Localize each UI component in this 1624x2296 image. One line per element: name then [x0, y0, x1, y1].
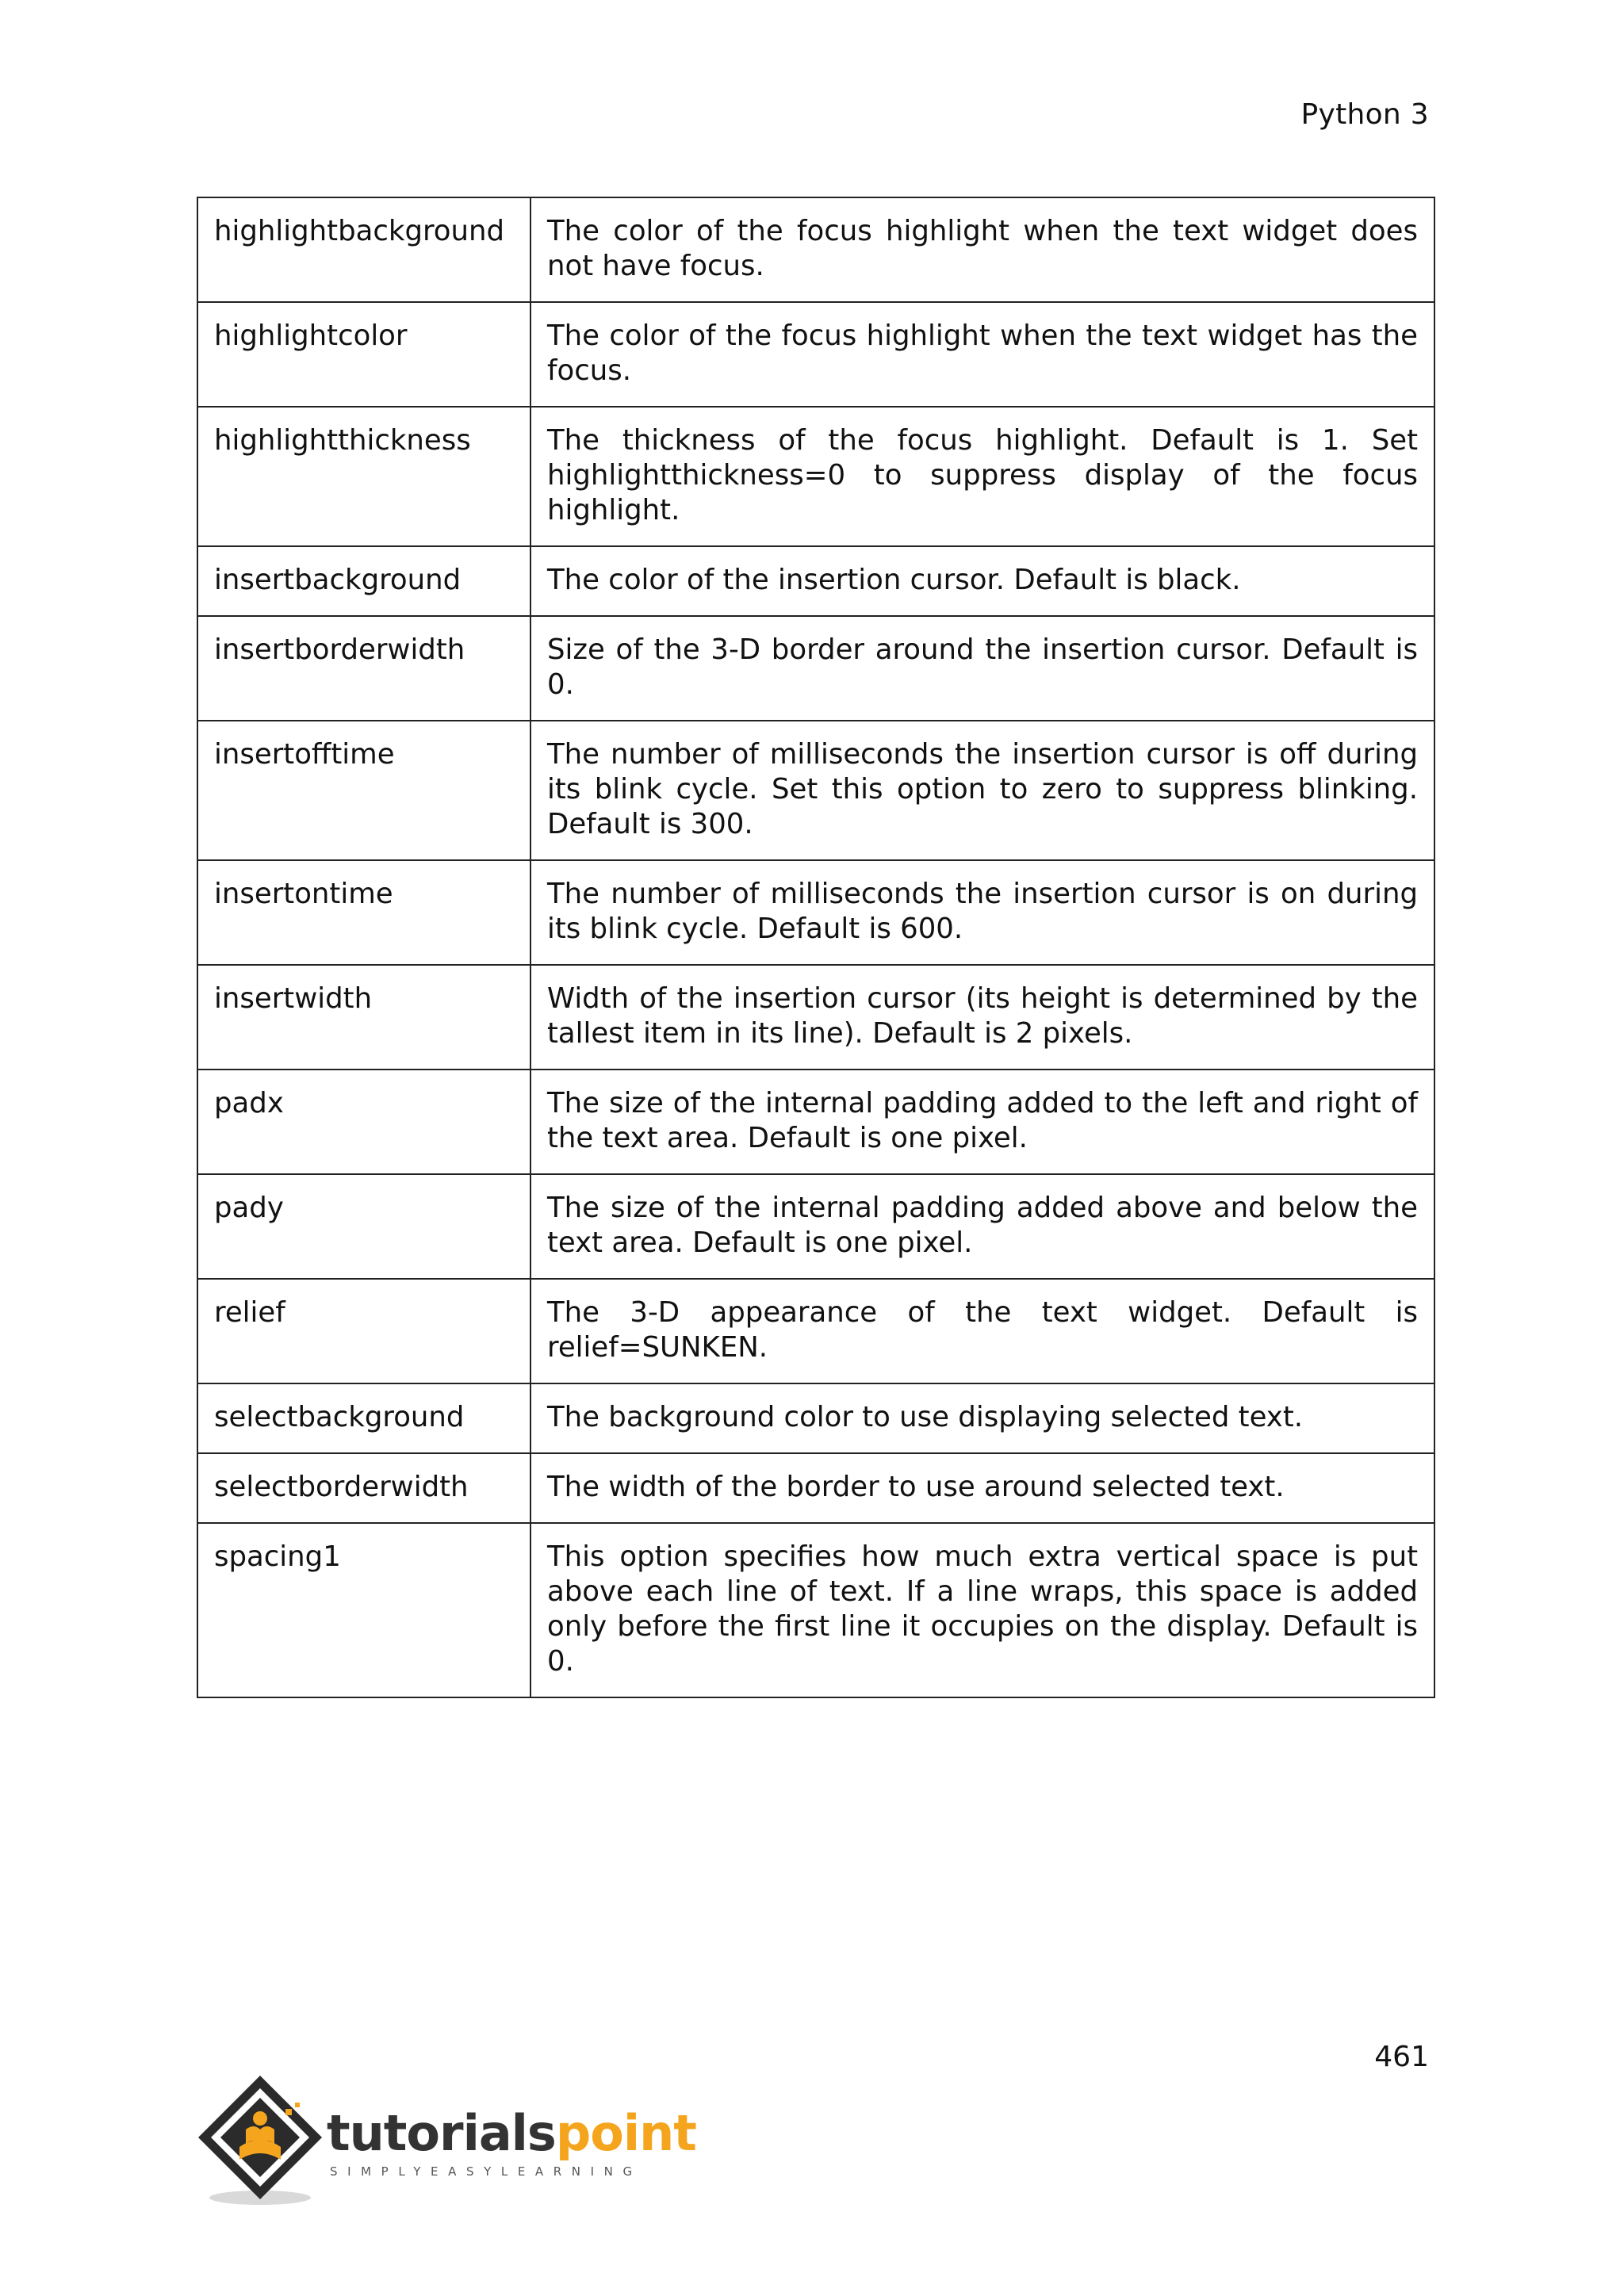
table-row — [197, 1523, 1434, 1697]
option-description: This option specifies how much extra vertical space is put above each line of text. If a line wraps, this space is added only before the first line it occupies on the display. Default is 0. — [530, 1523, 1434, 1697]
table-row — [197, 302, 1434, 407]
table-row — [197, 1279, 1434, 1383]
option-description: The size of the internal padding added above and below the text area. Default is one pixel. — [530, 1174, 1434, 1279]
option-description: The thickness of the focus highlight. Default is 1. Set highlightthickness=0 to suppress display of the focus highlight. — [530, 407, 1434, 546]
option-name: highlightthickness — [197, 407, 530, 546]
option-description: The width of the border to use around selected text. — [530, 1453, 1434, 1523]
option-description: The 3-D appearance of the text widget. Default is relief=SUNKEN. — [530, 1279, 1434, 1383]
option-name: insertbackground — [197, 546, 530, 616]
option-description: The background color to use displaying selected text. — [530, 1383, 1434, 1453]
option-name: highlightcolor — [197, 302, 530, 407]
option-name: selectbackground — [197, 1383, 530, 1453]
option-description: The color of the insertion cursor. Default is black. — [530, 546, 1434, 616]
table-row — [197, 197, 1434, 302]
table-row — [197, 721, 1434, 860]
logo-wordmark — [327, 2104, 696, 2162]
option-description: The color of the focus highlight when the text widget does not have focus. — [530, 197, 1434, 302]
table-row — [197, 546, 1434, 616]
option-description: Size of the 3-D border around the insertion cursor. Default is 0. — [530, 616, 1434, 721]
options-table — [197, 197, 1435, 1698]
table-row — [197, 1070, 1434, 1174]
tutorialspoint-logo — [190, 2071, 696, 2214]
option-name: highlightbackground — [197, 197, 530, 302]
logo-word-point: point — [555, 2104, 696, 2162]
option-description: The color of the focus highlight when the text widget has the focus. — [530, 302, 1434, 407]
table-row — [197, 860, 1434, 965]
option-name: insertwidth — [197, 965, 530, 1070]
page-number: 461 — [1374, 2041, 1429, 2073]
option-name: insertborderwidth — [197, 616, 530, 721]
table-row — [197, 1383, 1434, 1453]
table-row — [197, 1174, 1434, 1279]
option-name: padx — [197, 1070, 530, 1174]
logo-emblem-icon — [190, 2071, 333, 2214]
option-description: The number of milliseconds the insertion cursor is off during its blink cycle. Set this option to zero to suppress blinking. Default is 300. — [530, 721, 1434, 860]
option-name: insertofftime — [197, 721, 530, 860]
table-row — [197, 965, 1434, 1070]
option-name: pady — [197, 1174, 530, 1279]
option-name: relief — [197, 1279, 530, 1383]
table-row — [197, 407, 1434, 546]
option-name: selectborderwidth — [197, 1453, 530, 1523]
logo-tagline: SIMPLYEASYLEARNING — [330, 2164, 642, 2179]
option-description: The size of the internal padding added to the left and right of the text area. Default is one pixel. — [530, 1070, 1434, 1174]
table-row — [197, 616, 1434, 721]
logo-word-tutorials: tutorials — [327, 2104, 556, 2162]
option-description: The number of milliseconds the insertion cursor is on during its blink cycle. Default is 600. — [530, 860, 1434, 965]
page-header: Python 3 — [1300, 98, 1429, 131]
option-name: spacing1 — [197, 1523, 530, 1697]
option-description: Width of the insertion cursor (its height is determined by the tallest item in its line). Default is 2 pixels. — [530, 965, 1434, 1070]
option-name: insertontime — [197, 860, 530, 965]
table-row — [197, 1453, 1434, 1523]
